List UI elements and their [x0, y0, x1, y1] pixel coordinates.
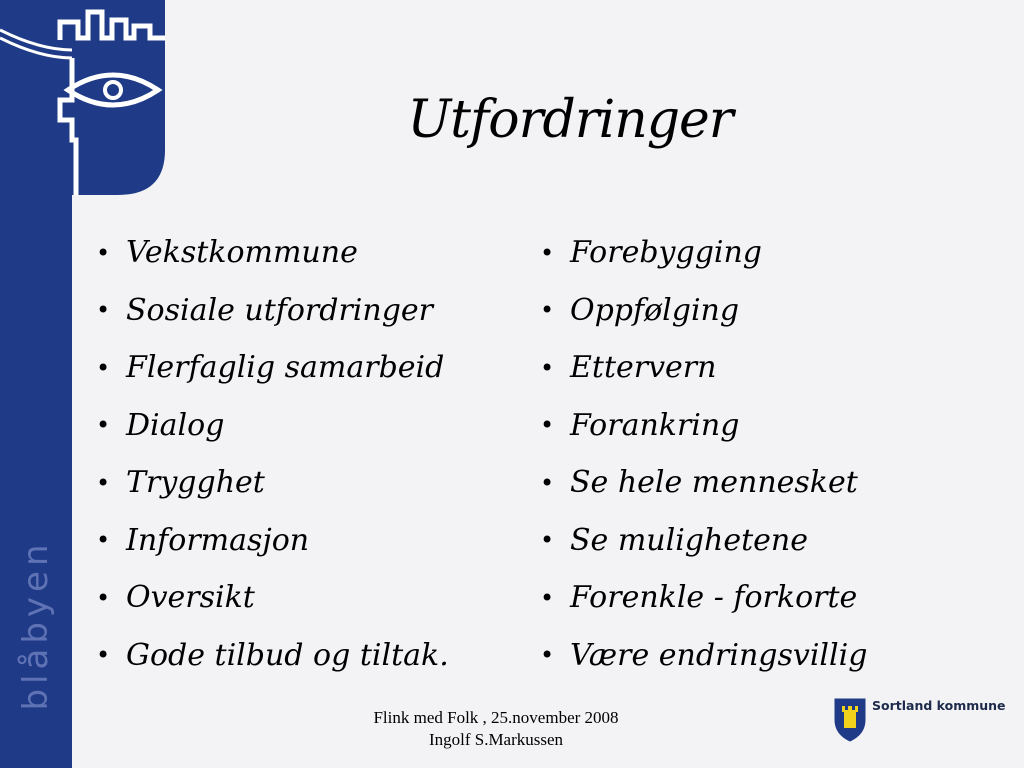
bullet-icon: •	[96, 238, 111, 267]
list-item	[96, 224, 516, 282]
list-item	[540, 627, 980, 685]
list-item-text: Trygghet	[126, 465, 265, 501]
footer-author: Ingolf S.Markussen	[428, 730, 564, 749]
list-item-text: Oppfølging	[570, 292, 740, 328]
list-item-text: Forebygging	[570, 235, 763, 271]
bullet-icon: •	[96, 468, 111, 497]
list-item	[96, 397, 516, 455]
list-item-text: Informasjon	[126, 522, 310, 558]
list-item	[540, 454, 980, 512]
list-item	[540, 282, 980, 340]
vertical-brand-text: blåbyen	[16, 539, 56, 711]
bullet-icon: •	[96, 641, 111, 670]
shield-icon	[834, 698, 866, 742]
list-item-text: Forankring	[570, 407, 740, 443]
list-item	[540, 339, 980, 397]
list-item	[96, 569, 516, 627]
list-item-text: Se mulighetene	[570, 522, 808, 558]
brand-name: Sortland kommune	[872, 698, 1006, 713]
list-item-text: Vekstkommune	[126, 235, 358, 271]
bullet-icon: •	[540, 641, 555, 670]
bullet-icon: •	[96, 411, 111, 440]
bullet-icon: •	[96, 526, 111, 555]
list-item-text: Dialog	[126, 407, 225, 443]
list-item-text: Ettervern	[570, 350, 717, 386]
list-item-text: Forenkle - forkorte	[570, 580, 858, 616]
slide-title: Utfordringer	[407, 90, 733, 150]
bullet-icon: •	[540, 238, 555, 267]
bullet-icon: •	[540, 411, 555, 440]
list-item-text: Være endringsvillig	[570, 637, 868, 673]
footer-event-date: Flink med Folk , 25.november 2008	[373, 708, 619, 727]
list-item	[96, 339, 516, 397]
list-item-text: Sosiale utfordringer	[126, 292, 434, 328]
municipality-brand	[834, 696, 1004, 746]
list-item	[540, 569, 980, 627]
bullet-icon: •	[96, 583, 111, 612]
bullet-icon: •	[540, 296, 555, 325]
list-item	[540, 397, 980, 455]
list-item	[96, 512, 516, 570]
blabyen-logo	[0, 0, 175, 200]
list-item-text: Oversikt	[126, 580, 255, 616]
bullet-icon: •	[96, 353, 111, 382]
list-item	[540, 512, 980, 570]
list-item	[96, 282, 516, 340]
bullet-icon: •	[540, 583, 555, 612]
right-bullet-list	[540, 224, 980, 684]
left-bullet-list	[96, 224, 516, 684]
slide-footer	[320, 707, 672, 751]
list-item	[540, 224, 980, 282]
bullet-icon: •	[96, 296, 111, 325]
bullet-icon: •	[540, 353, 555, 382]
list-item-text: Flerfaglig samarbeid	[126, 350, 445, 386]
list-item	[96, 454, 516, 512]
list-item-text: Gode tilbud og tiltak.	[126, 637, 449, 673]
bullet-icon: •	[540, 526, 555, 555]
bullet-icon: •	[540, 468, 555, 497]
list-item-text: Se hele mennesket	[570, 465, 858, 501]
list-item	[96, 627, 516, 685]
